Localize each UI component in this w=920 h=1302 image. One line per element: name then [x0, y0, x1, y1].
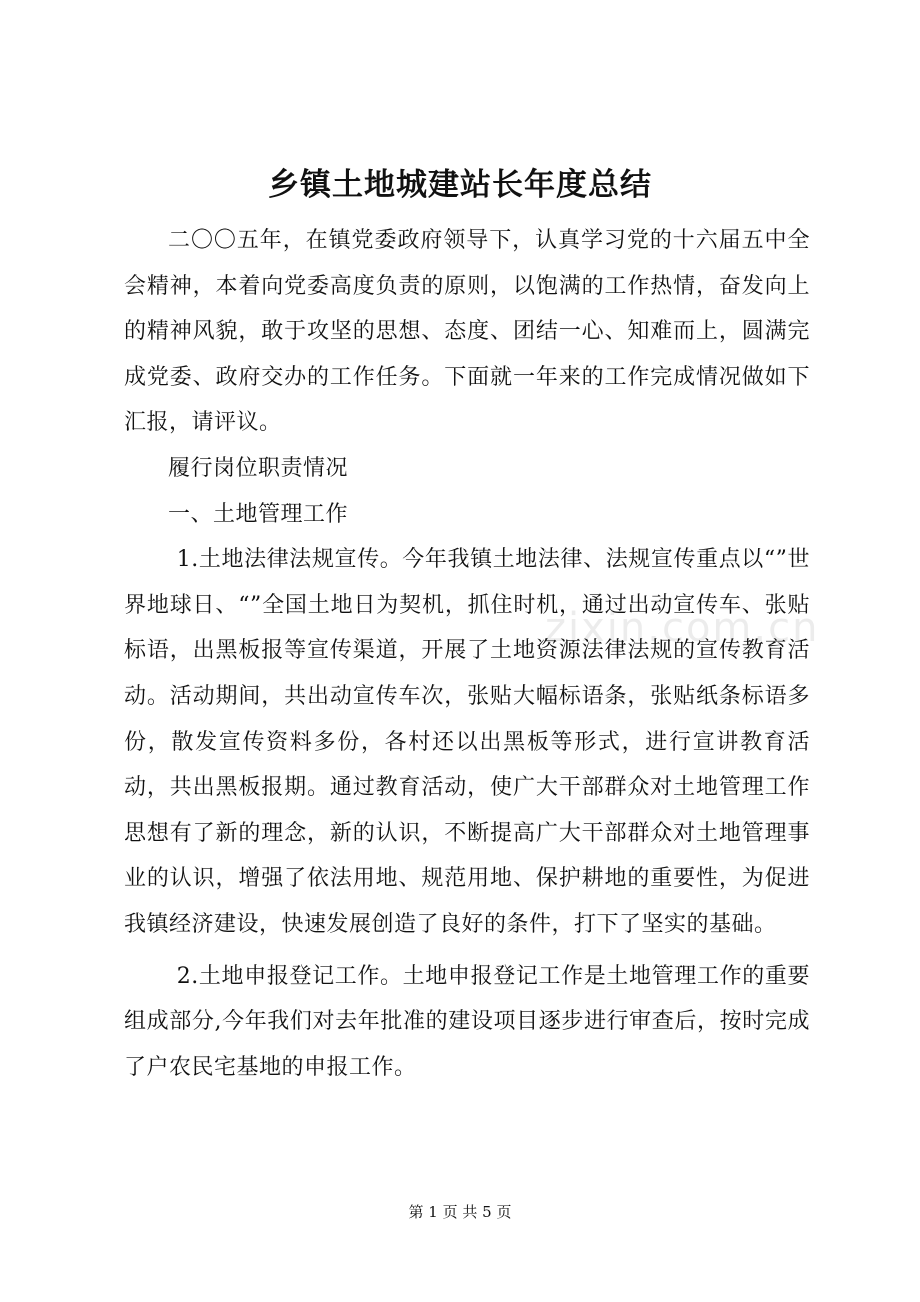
item-paragraph-land-registration: 2.土地申报登记工作。土地申报登记工作是土地管理工作的重要组成部分,今年我们对去年批准的建设项目逐步进行审查后，按时完成了户农民宅基地的申报工作。	[124, 963, 810, 1080]
intro-paragraph: 二〇〇五年，在镇党委政府领导下，认真学习党的十六届五中全会精神，本着向党委高度负责的原则，以饱满的工作热情，奋发向上的精神风貌，敢于攻坚的思想、态度、团结一心、知难而上，圆满完成党委、政府交办的工作任务。下面就一年来的工作完成情况做如下汇报，请评议。	[124, 228, 810, 436]
watermark-text: zixin.com.cn	[545, 605, 820, 651]
page-footer: 第 1 页 共 5 页	[408, 1203, 512, 1221]
section-heading-duties: 履行岗位职责情况	[168, 455, 349, 481]
document-body	[124, 218, 810, 1090]
item-paragraph-law-publicity: 1.土地法律法规宣传。今年我镇土地法律、法规宣传重点以“”世界地球日、“”全国土地日为契机，抓住时机，通过出动宣传车、张贴标语，出黑板报等宣传渠道，开展了土地资源法律法规的宣传教育活动。活动期间，共出动宣传车次，张贴大幅标语条，张贴纸条标语多份，散发宣传资料多份，各村还以出黑板等形式，进行宣讲教育活动，共出黑板报期。通过教育活动，使广大干部群众对土地管理工作思想有了新的理念，新的认识，不断提高广大干部群众对土地管理事业的认识，增强了依法用地、规范用地、保护耕地的重要性，为促进我镇经济建设，快速发展创造了良好的条件，打下了坚实的基础。	[124, 547, 810, 937]
document-title: 乡镇土地城建站长年度总结	[268, 167, 652, 203]
section-heading-land-management: 一、土地管理工作	[168, 501, 349, 527]
